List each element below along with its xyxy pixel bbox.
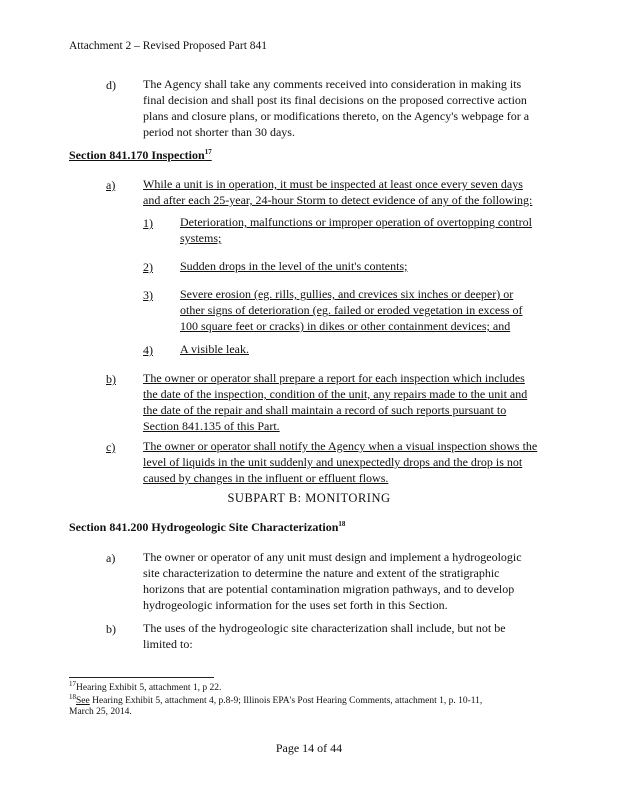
item-1-line: systems;	[180, 231, 222, 245]
para-170b-line: the date of the inspection, condition of the unit, any repairs made to the unit and	[143, 387, 528, 401]
footnote-17	[69, 679, 549, 694]
para-170b-label: b)	[106, 372, 116, 386]
para-200a-line: site characterization to determine the nature and extent of the stratigraphic	[143, 566, 500, 580]
item-2-line: Sudden drops in the level of the unit's contents;	[180, 259, 408, 273]
item-3-label: 3)	[143, 288, 153, 302]
para-170c-text	[143, 438, 563, 486]
para-200a-text	[143, 549, 563, 613]
item-1-line: Deterioration, malfunctions or improper operation of overtopping control	[180, 215, 532, 229]
footnote-separator	[69, 677, 214, 678]
page-number: Page 14 of 44	[275, 741, 343, 755]
para-170b-line: The owner or operator shall prepare a report for each inspection which includes	[143, 371, 525, 385]
running-header: Attachment 2 – Revised Proposed Part 841	[69, 40, 268, 52]
footnote-ref-17[interactable]: 17	[204, 148, 212, 156]
footnote-17-text: Hearing Exhibit 5, attachment 1, p 22.	[76, 683, 222, 693]
item-4-label: 4)	[143, 343, 153, 357]
para-d-label: d)	[106, 78, 116, 92]
para-170b-line: Section 841.135 of this Part.	[143, 419, 280, 433]
para-170a-line: While a unit is in operation, it must be inspected at least once every seven days	[143, 177, 523, 191]
item-2-label: 2)	[143, 260, 153, 274]
para-170b-text	[143, 370, 563, 434]
para-d-line: period not shorter than 30 days.	[143, 125, 295, 139]
para-d-line: The Agency shall take any comments received into consideration in making its	[143, 77, 522, 91]
section-200-heading	[69, 520, 345, 535]
para-170a-label: a)	[106, 178, 116, 192]
para-170a-line: and after each 25-year, 24-hour Storm to detect evidence of any of the following:	[143, 193, 533, 207]
para-170c-label: c)	[106, 440, 116, 454]
item-3-line: 100 square feet or cracks) in dikes or other containment devices; and	[180, 319, 511, 333]
para-200b-line: limited to:	[143, 637, 193, 651]
section-170-title: Section 841.170 Inspection	[69, 148, 205, 162]
para-d-text	[143, 76, 563, 140]
footnote-ref-18[interactable]: 18	[338, 520, 346, 528]
para-200a-line: horizons that are potential contamination migration pathways, and to develop	[143, 582, 515, 596]
footnote-18-number: 18	[69, 692, 76, 701]
para-d-line: final decision and shall post its final decisions on the proposed corrective action	[143, 93, 527, 107]
para-200b-line: The uses of the hydrogeologic site characterization shall include, but not be	[143, 621, 506, 635]
para-200a-line: The owner or operator of any unit must design and implement a hydrogeologic	[143, 550, 522, 564]
item-4-text	[180, 341, 560, 357]
item-4-line: A visible leak.	[180, 342, 249, 356]
para-200b-text	[143, 620, 563, 652]
section-200-title: Section 841.200 Hydrogeologic Site Characterization	[69, 520, 339, 534]
item-3-text	[180, 286, 560, 334]
item-1-label: 1)	[143, 216, 153, 230]
section-170-heading	[69, 148, 212, 163]
item-3-line: other signs of deterioration (eg. failed or eroded vegetation in excess of	[180, 303, 523, 317]
para-170c-line: caused by changes in the influent or effluent flows.	[143, 471, 389, 485]
item-2-text	[180, 258, 560, 274]
para-d-line: plans and closure plans, or modifications thereto, on the Agency's webpage for a	[143, 109, 530, 123]
para-170a-text	[143, 176, 563, 208]
item-3-line: Severe erosion (eg. rills, gullies, and crevices six inches or deeper) or	[180, 287, 514, 301]
footnote-18-continuation: March 25, 2014.	[69, 707, 132, 717]
para-200b-label: b)	[106, 622, 116, 636]
para-170c-line: level of liquids in the unit suddenly and unexpectedly drops and the drop is not	[143, 455, 523, 469]
footnote-17-number: 17	[69, 679, 76, 688]
footnote-18-text: Hearing Exhibit 5, attachment 4, p.8-9; Illinois EPA's Post Hearing Comments, attachment 1, p. 10-11,	[89, 696, 483, 706]
subpart-heading: SUBPART B: MONITORING	[227, 491, 391, 505]
para-170c-line: The owner or operator shall notify the Agency when a visual inspection shows the	[143, 439, 538, 453]
item-1-text	[180, 214, 560, 246]
para-200a-line: hydrogeologic information for the uses set forth in this Section.	[143, 598, 448, 612]
footnote-18	[69, 692, 549, 718]
para-200a-label: a)	[106, 551, 116, 565]
para-170b-line: the date of the repair and shall maintain a record of such reports pursuant to	[143, 403, 507, 417]
footnote-18-see: See	[76, 696, 90, 706]
